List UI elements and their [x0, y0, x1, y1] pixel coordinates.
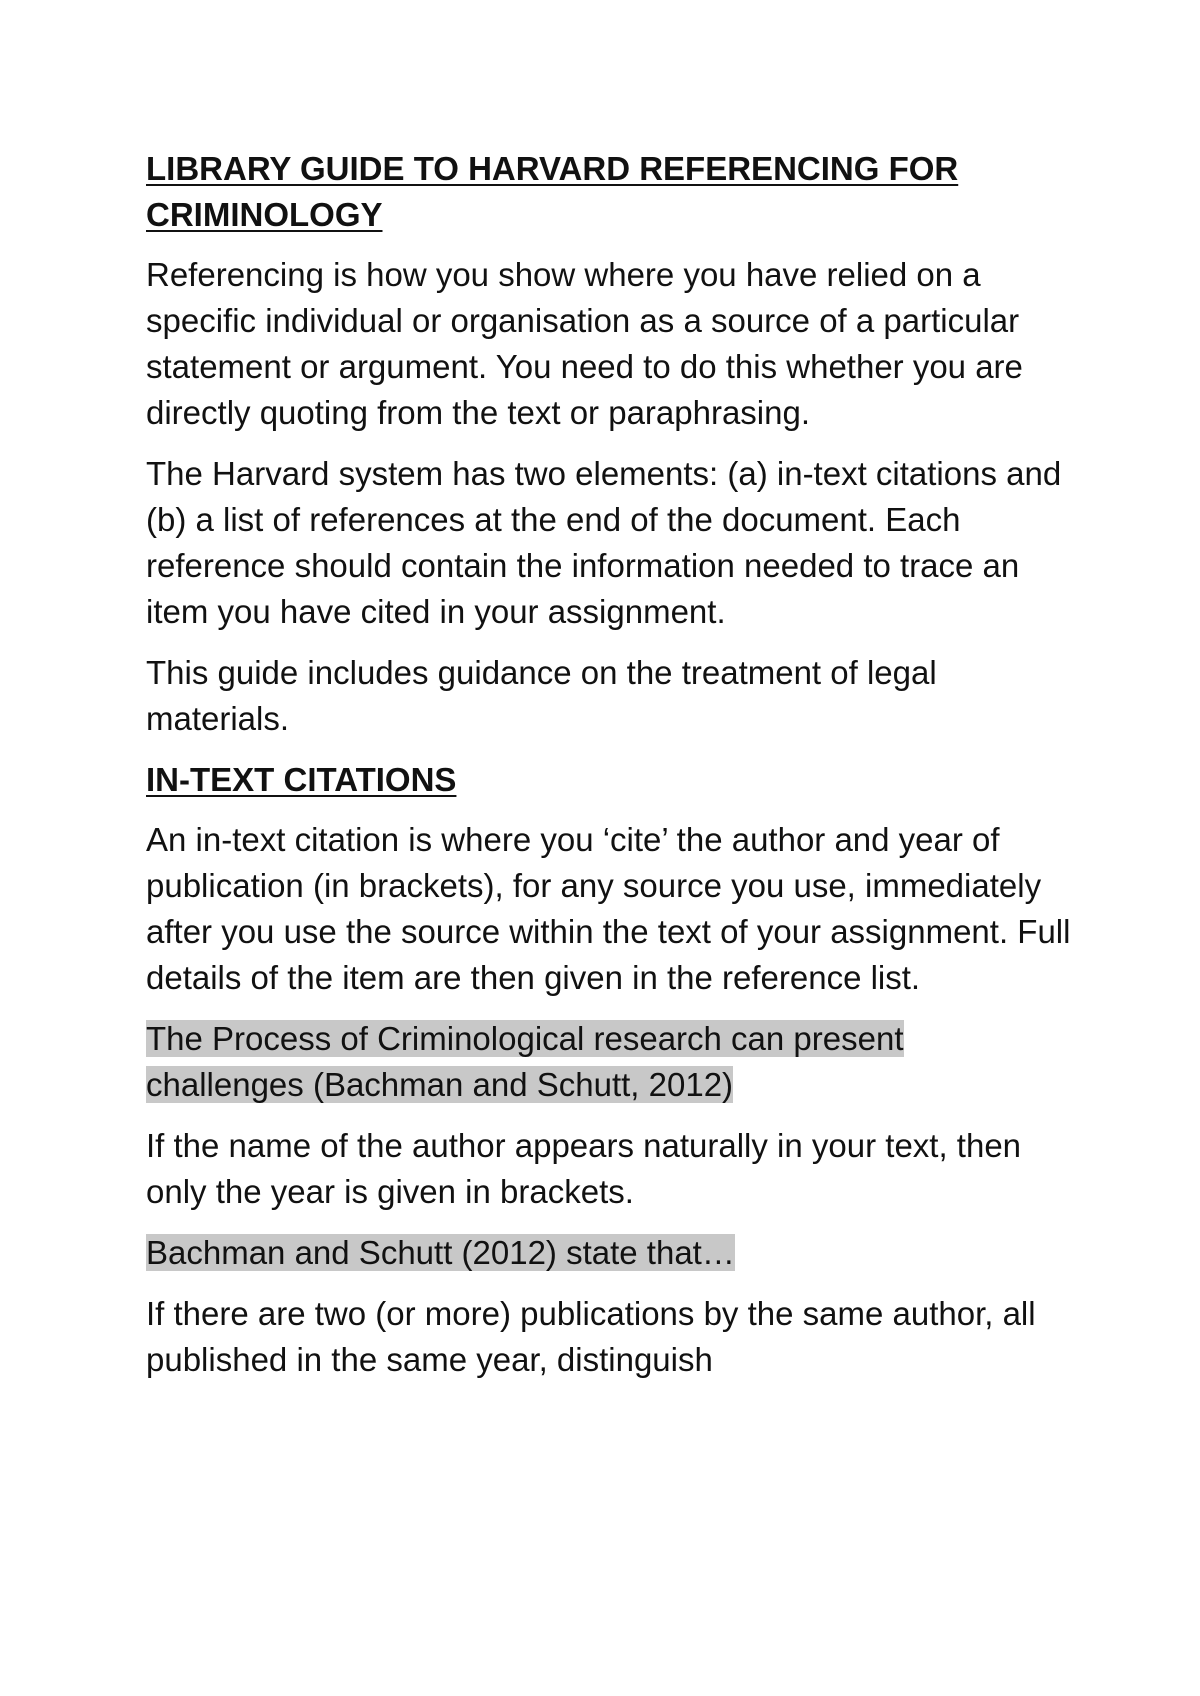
document-title — [146, 146, 1076, 238]
document-body — [146, 146, 1076, 1398]
citation-example-1 — [146, 1016, 1076, 1108]
document-title-line-1: LIBRARY GUIDE TO HARVARD REFERENCING FOR — [146, 150, 959, 187]
citation-example-2 — [146, 1230, 1076, 1276]
in-text-citation-explanation: An in-text citation is where you ‘cite’ the author and year of publication (in brackets), for any source you use, immediately after you use the source within the text of your assignment. Full details of the item are then given in the reference list. — [146, 821, 1071, 996]
citation-example-2-text: Bachman and Schutt (2012) state that… — [146, 1234, 735, 1271]
document-title-line-2: CRIMINOLOGY — [146, 196, 383, 233]
citation-example-1-line-1: The Process of Criminological research can present — [146, 1020, 904, 1057]
intro-paragraph-harvard-system: The Harvard system has two elements: (a) in-text citations and (b) a list of references at the end of the document. Each reference should contain the information needed to trace an item you have cited in your assignment. — [146, 455, 1062, 630]
author-in-text-note: If the name of the author appears naturally in your text, then only the year is given in brackets. — [146, 1127, 1022, 1210]
section-heading-in-text-citations: IN-TEXT CITATIONS — [146, 761, 457, 798]
citation-example-1-line-2: challenges (Bachman and Schutt, 2012) — [146, 1066, 734, 1103]
intro-paragraph-legal-materials: This guide includes guidance on the treatment of legal materials. — [146, 654, 937, 737]
multiple-publications-note: If there are two (or more) publications by the same author, all published in the same year, distinguish — [146, 1295, 1036, 1378]
intro-paragraph-referencing: Referencing is how you show where you have relied on a specific individual or organisation as a source of a particular statement or argument. You need to do this whether you are directly quoting from the text or paraphrasing. — [146, 256, 1023, 431]
